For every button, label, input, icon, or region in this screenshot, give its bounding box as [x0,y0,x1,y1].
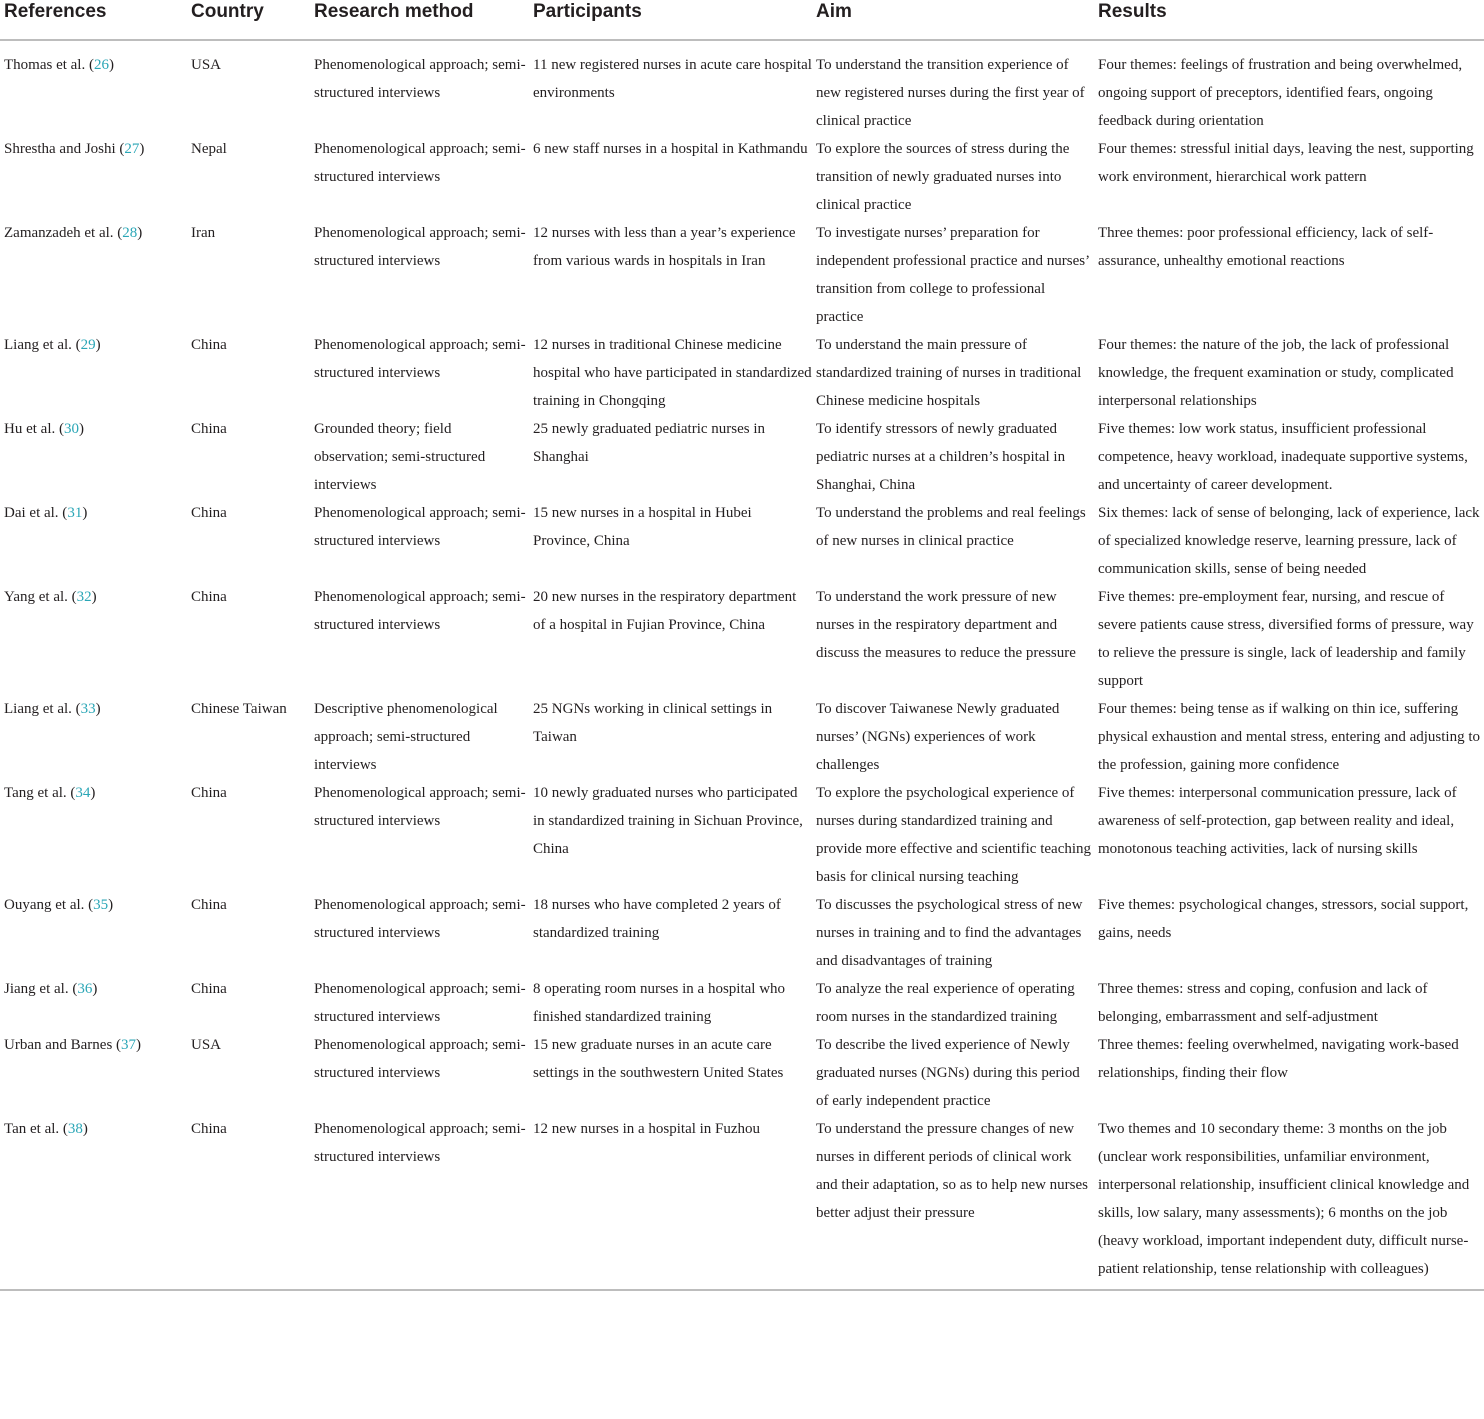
cell-country: China [191,981,227,997]
cell-results: Five themes: interpersonal communication pressure, lack of awareness of self-protection, gap between reality and ideal, monotonous teaching activities, lack of nursing skills [1098,785,1457,857]
cell-participants: 15 new graduate nurses in an acute care settings in the southwestern United States [533,1037,784,1081]
cell-reference [0,135,187,219]
cell-reference [0,1031,187,1115]
cell-results: Four themes: feelings of frustration and being overwhelmed, ongoing support of preceptors, identified fears, ongoing feedback during orientation [1098,57,1463,129]
reference-author: Hu et al. ( [4,421,64,437]
cell-aim: To discusses the psychological stress of new nurses in training and to find the advantages and disadvantages of training [816,897,1083,969]
reference-author: Yang et al. ( [4,589,77,605]
reference-author: Dai et al. ( [4,505,68,521]
cell-reference [0,499,187,583]
header-row [0,0,1484,40]
cell-results: Four themes: the nature of the job, the lack of professional knowledge, the frequent examination or study, complicated interpersonal relationships [1098,337,1454,409]
table-row [0,499,1484,583]
cell-participants: 12 nurses in traditional Chinese medicine hospital who have participated in standardized training in Chongqing [533,337,812,409]
citation-link[interactable]: 27 [124,141,140,157]
cell-research-method: Phenomenological approach; semi-structured interviews [314,337,526,381]
header-references: References [0,0,187,40]
cell-reference [0,40,187,135]
header-participants: Participants [529,0,812,40]
reference-close: ) [136,1037,142,1053]
citation-link[interactable]: 33 [80,701,96,717]
reference-author: Liang et al. ( [4,701,81,717]
citation-link[interactable]: 30 [63,421,79,437]
cell-country: China [187,1115,310,1290]
cell-participants: 18 nurses who have completed 2 years of standardized training [533,897,781,941]
table-row [0,415,1484,499]
reference-close: ) [95,701,101,717]
cell-participants: 10 newly graduated nurses who participated in standardized training in Sichuan Province, China [533,785,803,857]
table-row [0,40,1484,135]
cell-aim: To understand the transition experience of new registered nurses during the first year of clinical practice [816,57,1085,129]
citation-link[interactable]: 26 [93,57,109,73]
cell-research-method: Phenomenological approach; semi-structured interviews [314,981,526,1025]
table-row [0,1115,1484,1290]
cell-aim: To analyze the real experience of operating room nurses in the standardized training [816,981,1075,1025]
cell-reference [0,695,187,779]
citation-link[interactable]: 29 [80,337,96,353]
reference-close: ) [108,57,114,73]
cell-results: Five themes: low work status, insufficient professional competence, heavy workload, inadequate supportive systems, and uncertainty of career development. [1098,421,1468,493]
cell-research-method: Phenomenological approach; semi-structured interviews [314,785,526,829]
reference-author: Ouyang et al. ( [4,897,94,913]
cell-participants: 12 nurses with less than a year’s experience from various wards in hospitals in Iran [533,225,796,269]
citation-link[interactable]: 34 [75,785,91,801]
cell-aim: To investigate nurses’ preparation for independent professional practice and nurses’ transition from college to professional practice [816,225,1089,325]
cell-participants: 8 operating room nurses in a hospital who finished standardized training [533,981,786,1025]
table-row [0,135,1484,219]
cell-aim: To understand the pressure changes of new nurses in different periods of clinical work and their adaptation, so as to help new nurses better adjust their pressure [812,1115,1094,1290]
cell-reference [0,583,187,695]
citation-link[interactable]: 31 [67,505,83,521]
cell-research-method: Phenomenological approach; semi-structured interviews [314,505,526,549]
table-row [0,1031,1484,1115]
cell-country: China [191,505,227,521]
cell-participants: 25 newly graduated pediatric nurses in Shanghai [533,421,766,465]
table-row [0,331,1484,415]
cell-country: China [191,337,227,353]
header-country: Country [187,0,310,40]
cell-reference [0,1115,187,1290]
cell-participants: 20 new nurses in the respiratory department of a hospital in Fujian Province, China [533,589,797,633]
reference-close: ) [108,897,114,913]
cell-research-method: Phenomenological approach; semi-structured interviews [314,589,526,633]
reference-close: ) [90,785,96,801]
table-row [0,695,1484,779]
cell-participants: 25 NGNs working in clinical settings in Taiwan [533,701,773,745]
cell-participants: 11 new registered nurses in acute care hospital environments [533,57,812,101]
header-research-method: Research method [310,0,529,40]
reference-author: Thomas et al. ( [4,57,94,73]
table-row [0,779,1484,891]
cell-reference [0,219,187,331]
header-aim: Aim [812,0,1094,40]
table-row [0,583,1484,695]
header-results: Results [1094,0,1484,40]
cell-country: China [191,589,227,605]
cell-aim: To understand the main pressure of standardized training of nurses in traditional Chinese medicine hospitals [816,337,1082,409]
reference-close: ) [139,141,145,157]
citation-link[interactable]: 32 [76,589,92,605]
cell-results: Three themes: poor professional efficiency, lack of self-assurance, unhealthy emotional reactions [1098,225,1434,269]
reference-close: ) [95,337,101,353]
cell-country: China [191,897,227,913]
reference-author: Zamanzadeh et al. ( [4,225,123,241]
cell-participants: 12 new nurses in a hospital in Fuzhou [529,1115,812,1290]
cell-participants: 6 new staff nurses in a hospital in Kathmandu [533,141,808,157]
cell-results: Three themes: feeling overwhelmed, navigating work-based relationships, finding their flow [1098,1037,1459,1081]
cell-results: Two themes and 10 secondary theme: 3 months on the job (unclear work responsibilities, unfamiliar environment, interpersonal relationship, insufficient clinical knowledge and skills, low salary, many assessments); 6 months on the job (heavy workload, important independent duty, difficult nurse-patient relationship, tense relationship with colleagues) [1094,1115,1484,1290]
reference-author: Shrestha and Joshi ( [4,141,125,157]
citation-link[interactable]: 35 [93,897,109,913]
cell-country: USA [191,1037,222,1053]
cell-research-method: Grounded theory; field observation; semi-structured interviews [314,421,486,493]
reference-author: Tan et al. ( [4,1121,68,1137]
table-row [0,891,1484,975]
cell-aim: To discover Taiwanese Newly graduated nurses’ (NGNs) experiences of work challenges [816,701,1060,773]
cell-research-method: Phenomenological approach; semi-structured interviews [314,225,526,269]
cell-aim: To understand the work pressure of new nurses in the respiratory department and discuss the measures to reduce the pressure [816,589,1076,661]
cell-aim: To explore the sources of stress during the transition of newly graduated nurses into clinical practice [816,141,1070,213]
reference-close: ) [137,225,143,241]
cell-results: Three themes: stress and coping, confusion and lack of belonging, embarrassment and self-adjustment [1098,981,1428,1025]
reference-close: ) [92,981,98,997]
cell-research-method: Phenomenological approach; semi-structured interviews [314,57,526,101]
cell-country: China [191,785,227,801]
cell-aim: To describe the lived experience of Newly graduated nurses (NGNs) during this period of early independent practice [816,1037,1080,1109]
cell-country: USA [191,57,222,73]
cell-country: Iran [191,225,216,241]
cell-reference [0,975,187,1031]
cell-results: Five themes: pre-employment fear, nursing, and rescue of severe patients cause stress, diversified forms of pressure, way to relieve the pressure is single, lack of leadership and family support [1098,589,1474,689]
cell-aim: To identify stressors of newly graduated pediatric nurses at a children’s hospital in Shanghai, China [816,421,1066,493]
reference-close: ) [82,1121,88,1137]
cell-results: Six themes: lack of sense of belonging, lack of experience, lack of specialized knowledge reserve, learning pressure, lack of communication skills, sense of being needed [1098,505,1480,577]
reference-author: Jiang et al. ( [4,981,78,997]
reference-author: Tang et al. ( [4,785,76,801]
citation-link[interactable]: 28 [122,225,138,241]
cell-country: Chinese Taiwan [191,701,287,717]
citation-link[interactable]: 37 [121,1037,137,1053]
cell-results: Five themes: psychological changes, stressors, social support, gains, needs [1098,897,1469,941]
cell-reference [0,891,187,975]
reference-close: ) [91,589,97,605]
reference-author: Urban and Barnes ( [4,1037,122,1053]
cell-results: Four themes: stressful initial days, leaving the nest, supporting work environment, hierarchical work pattern [1098,141,1474,185]
reference-close: ) [82,505,88,521]
citation-link[interactable]: 38 [67,1121,83,1137]
cell-research-method: Phenomenological approach; semi-structured interviews [314,141,526,185]
cell-country: Nepal [191,141,227,157]
cell-participants: 15 new nurses in a hospital in Hubei Province, China [533,505,752,549]
cell-aim: To understand the problems and real feelings of new nurses in clinical practice [816,505,1086,549]
cell-results: Four themes: being tense as if walking on thin ice, suffering physical exhaustion and mental stress, entering and adjusting to the profession, gaining more confidence [1098,701,1481,773]
cell-research-method: Phenomenological approach; semi-structured interviews [314,897,526,941]
cell-country: China [191,421,227,437]
cell-reference [0,779,187,891]
reference-author: Liang et al. ( [4,337,81,353]
cell-research-method: Phenomenological approach; semi-structured interviews [310,1115,529,1290]
cell-research-method: Descriptive phenomenological approach; semi-structured interviews [314,701,498,773]
cell-reference [0,331,187,415]
cell-aim: To explore the psychological experience of nurses during standardized training and provide more effective and scientific teaching basis for clinical nursing teaching [816,785,1092,885]
cell-reference [0,415,187,499]
reference-close: ) [78,421,84,437]
citation-link[interactable]: 36 [77,981,93,997]
table-body [0,40,1484,1290]
table-row [0,219,1484,331]
table-row [0,975,1484,1031]
cell-research-method: Phenomenological approach; semi-structured interviews [314,1037,526,1081]
